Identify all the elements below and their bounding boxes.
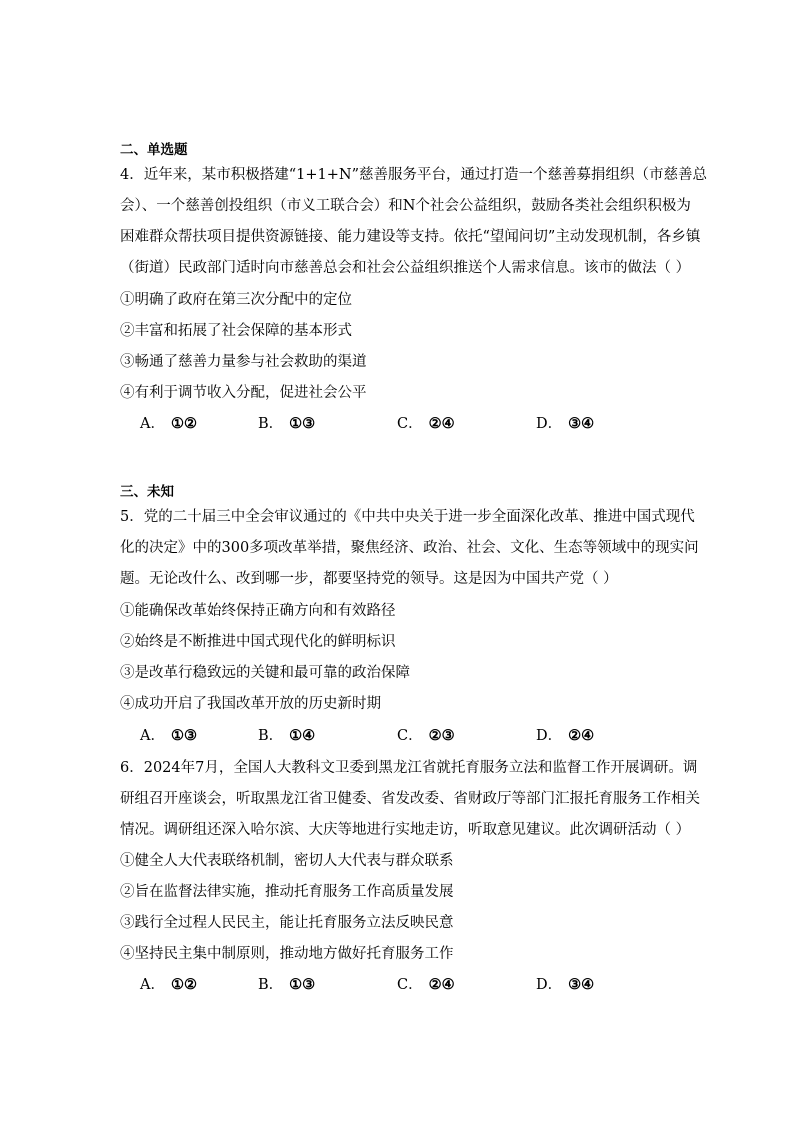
section-title-unknown: 三、未知 xyxy=(120,484,174,500)
question-6-statement-2: ②旨在监督法律实施，推动托育服务工作高质量发展 xyxy=(120,884,454,900)
question-5-statement-2: ②始终是不断推进中国式现代化的鲜明标识 xyxy=(120,634,396,650)
question-4-statement-3: ③畅通了慈善力量参与社会救助的渠道 xyxy=(120,354,367,370)
section-title-single-choice: 二、单选题 xyxy=(120,142,188,158)
question-6-statement-4: ④坚持民主集中制原则，推动地方做好托育服务工作 xyxy=(120,946,454,962)
question-6-choice-c[interactable]: C． ②④ xyxy=(397,976,455,993)
question-5-choice-c[interactable]: C． ②③ xyxy=(397,727,455,744)
question-5-statement-3: ③是改革行稳致远的关键和最可靠的政治保障 xyxy=(120,665,410,681)
question-4-statement-1: ①明确了政府在第三次分配中的定位 xyxy=(120,292,352,308)
question-4-choice-a[interactable]: A． ①② xyxy=(140,415,197,432)
question-5-stem-line: 化的决定》中的300多项改革举措，聚焦经济、政治、社会、文化、生态等领域中的现实问 xyxy=(120,540,699,556)
question-6-choice-d[interactable]: D． ③④ xyxy=(536,976,595,993)
question-5-choice-d[interactable]: D． ②④ xyxy=(536,727,595,744)
question-5-statement-1: ①能确保改革始终保持正确方向和有效路径 xyxy=(120,603,396,619)
question-6-stem-line: 研组召开座谈会，听取黑龙江省卫健委、省发改委、省财政厅等部门汇报托育服务工作相关 xyxy=(120,791,700,807)
question-5-choice-b[interactable]: B． ①④ xyxy=(258,727,316,744)
question-4-choice-b[interactable]: B． ①③ xyxy=(258,415,316,432)
question-6-choice-a[interactable]: A． ①② xyxy=(140,976,197,993)
question-6-choice-b[interactable]: B． ①③ xyxy=(258,976,316,993)
question-4-stem-line: （街道）民政部门适时向市慈善总会和社会公益组织推送个人需求信息。该市的做法（ ） xyxy=(120,260,691,276)
question-4-stem-line: 会）、一个慈善创投组织（市义工联合会）和N个社会公益组织，鼓励各类社会组织积极为 xyxy=(120,198,691,214)
question-4-choice-c[interactable]: C． ②④ xyxy=(397,415,455,432)
question-5-stem-line: 题。无论改什么、改到哪一步，都要坚持党的领导。这是因为中国共产党（ ） xyxy=(120,571,618,587)
question-5-choice-a[interactable]: A． ①③ xyxy=(140,727,197,744)
question-4-choice-d[interactable]: D． ③④ xyxy=(536,415,595,432)
question-6-stem-line: 情况。调研组还深入哈尔滨、大庆等地进行实地走访，听取意见建议。此次调研活动（ ） xyxy=(120,822,691,838)
question-5-stem-line: 5．党的二十届三中全会审议通过的《中共中央关于进一步全面深化改革、推进中国式现代 xyxy=(120,509,695,525)
question-4-statement-2: ②丰富和拓展了社会保障的基本形式 xyxy=(120,323,352,339)
question-4-stem-line: 4．近年来，某市积极搭建“1+1+N”慈善服务平台，通过打造一个慈善募捐组织（市慈善总 xyxy=(120,167,707,183)
question-6-statement-3: ③践行全过程人民民主，能让托育服务立法反映民意 xyxy=(120,915,454,931)
question-6-stem-line: 6．2024年7月，全国人大教科文卫委到黑龙江省就托育服务立法和监督工作开展调研。调 xyxy=(120,760,698,776)
question-6-statement-1: ①健全人大代表联络机制，密切人大代表与群众联系 xyxy=(120,853,454,869)
question-4-stem-line: 困难群众帮扶项目提供资源链接、能力建设等支持。依托“望闻问切”主动发现机制，各乡镇 xyxy=(120,229,701,245)
question-4-statement-4: ④有利于调节收入分配，促进社会公平 xyxy=(120,385,367,401)
question-5-statement-4: ④成功开启了我国改革开放的历史新时期 xyxy=(120,696,381,712)
